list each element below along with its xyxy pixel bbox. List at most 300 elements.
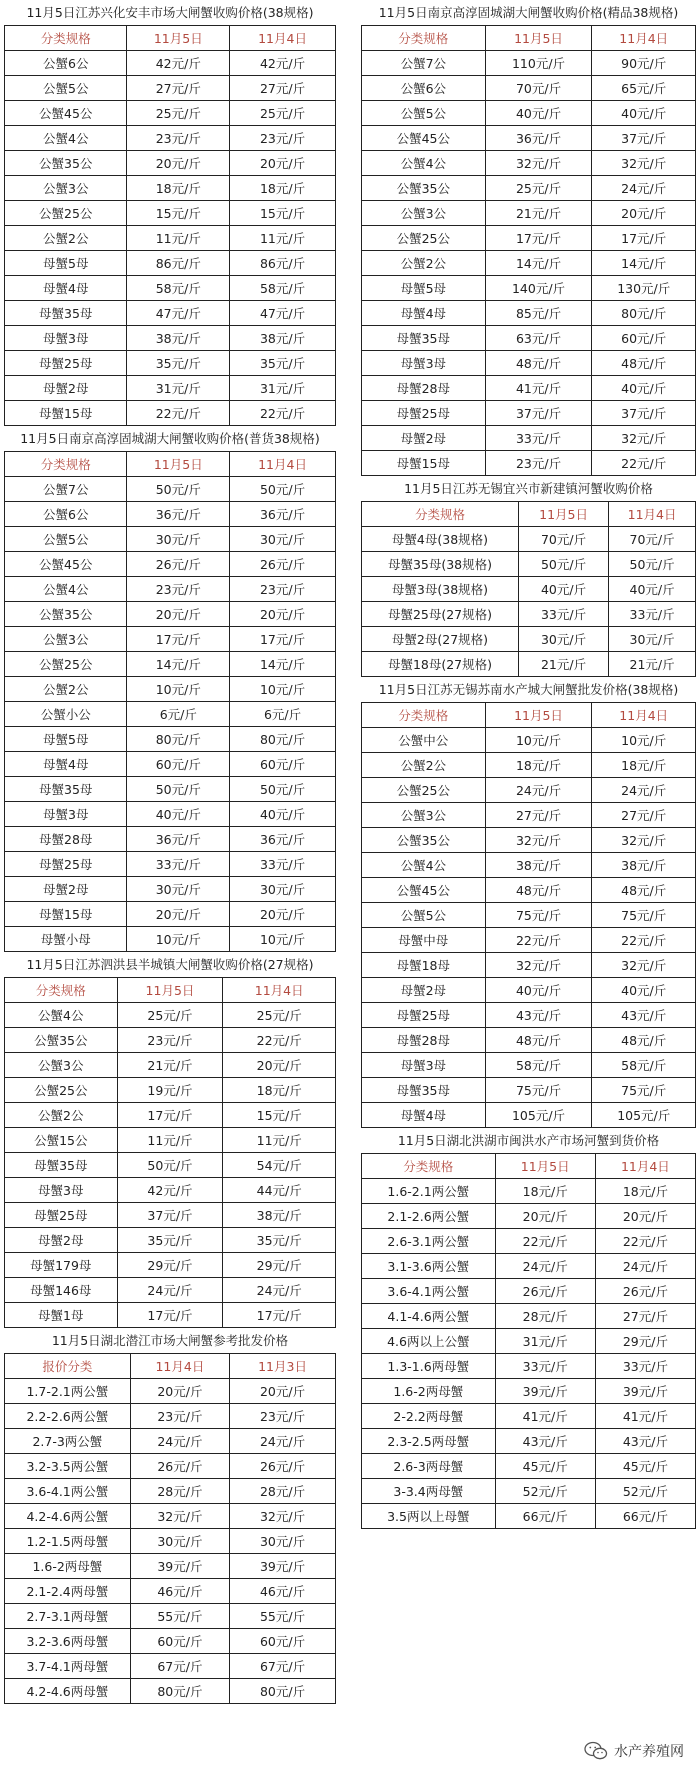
price-cell: 33元/斤 [518, 602, 608, 627]
price-cell: 10元/斤 [485, 728, 592, 753]
price-cell: 130元/斤 [592, 276, 696, 301]
price-section [4, 0, 336, 426]
table-row [362, 602, 696, 627]
spec-cell: 母蟹3母(38规格) [362, 577, 519, 602]
spec-cell: 公蟹35公 [5, 151, 127, 176]
price-cell: 24元/斤 [230, 1429, 336, 1454]
price-cell: 10元/斤 [127, 677, 230, 702]
spec-cell: 2.1-2.4两母蟹 [5, 1579, 131, 1604]
table-header-row [5, 1354, 336, 1379]
spec-cell: 4.6两以上公蟹 [362, 1329, 496, 1354]
spec-cell: 公蟹2公 [5, 1103, 118, 1128]
price-cell: 35元/斤 [117, 1228, 223, 1253]
spec-cell: 母蟹15母 [362, 451, 486, 476]
price-cell: 86元/斤 [230, 251, 336, 276]
price-cell: 33元/斤 [495, 1354, 595, 1379]
spec-cell: 公蟹3公 [362, 201, 486, 226]
price-cell: 32元/斤 [230, 1504, 336, 1529]
table-row [5, 1228, 336, 1253]
table-row [362, 903, 696, 928]
table-row [362, 1254, 696, 1279]
price-cell: 58元/斤 [127, 276, 230, 301]
table-row [5, 1454, 336, 1479]
table-row [362, 376, 696, 401]
spec-cell: 母蟹28母 [362, 1028, 486, 1053]
spec-cell: 母蟹35母 [5, 301, 127, 326]
price-cell: 32元/斤 [592, 828, 696, 853]
price-cell: 30元/斤 [127, 527, 230, 552]
price-cell: 28元/斤 [130, 1479, 229, 1504]
spec-cell: 母蟹中母 [362, 928, 486, 953]
price-cell: 30元/斤 [609, 627, 696, 652]
price-cell: 29元/斤 [223, 1253, 336, 1278]
price-cell: 50元/斤 [127, 477, 230, 502]
price-cell: 48元/斤 [485, 351, 592, 376]
spec-cell: 公蟹25公 [362, 778, 486, 803]
column-header: 11月5日 [495, 1154, 595, 1179]
column-header: 11月5日 [117, 978, 223, 1003]
price-cell: 80元/斤 [592, 301, 696, 326]
column-header: 分类规格 [362, 703, 486, 728]
spec-cell: 1.2-1.5两母蟹 [5, 1529, 131, 1554]
column-header: 11月4日 [130, 1354, 229, 1379]
table-header-row [5, 978, 336, 1003]
price-cell: 27元/斤 [595, 1304, 695, 1329]
table-row [362, 1404, 696, 1429]
table-row [5, 1579, 336, 1604]
spec-cell: 公蟹3公 [5, 627, 127, 652]
price-cell: 140元/斤 [485, 276, 592, 301]
price-cell: 10元/斤 [592, 728, 696, 753]
price-cell: 31元/斤 [495, 1329, 595, 1354]
price-cell: 20元/斤 [592, 201, 696, 226]
column-header: 11月4日 [592, 703, 696, 728]
price-cell: 43元/斤 [485, 1003, 592, 1028]
price-cell: 11元/斤 [117, 1128, 223, 1153]
spec-cell: 母蟹18母 [362, 953, 486, 978]
spec-cell: 母蟹25母 [5, 351, 127, 376]
spec-cell: 公蟹3公 [362, 803, 486, 828]
table-row [5, 777, 336, 802]
table-row [362, 1229, 696, 1254]
spec-cell: 1.6-2.1两公蟹 [362, 1179, 496, 1204]
price-cell: 48元/斤 [592, 878, 696, 903]
price-cell: 11元/斤 [127, 226, 230, 251]
price-cell: 39元/斤 [595, 1379, 695, 1404]
spec-cell: 2.1-2.6两公蟹 [362, 1204, 496, 1229]
spec-cell: 母蟹5母 [5, 727, 127, 752]
spec-cell: 母蟹25母 [362, 401, 486, 426]
table-row [362, 1103, 696, 1128]
price-cell: 32元/斤 [592, 151, 696, 176]
price-cell: 30元/斤 [230, 877, 336, 902]
table-row [362, 51, 696, 76]
price-cell: 22元/斤 [127, 401, 230, 426]
price-cell: 20元/斤 [230, 602, 336, 627]
price-cell: 40元/斤 [127, 802, 230, 827]
spec-cell: 1.7-2.1两公蟹 [5, 1379, 131, 1404]
price-cell: 23元/斤 [230, 577, 336, 602]
price-cell: 27元/斤 [592, 803, 696, 828]
spec-cell: 2-2.2两母蟹 [362, 1404, 496, 1429]
spec-cell: 公蟹4公 [5, 1003, 118, 1028]
price-cell: 23元/斤 [127, 577, 230, 602]
price-cell: 21元/斤 [609, 652, 696, 677]
table-row [362, 978, 696, 1003]
price-cell: 40元/斤 [230, 802, 336, 827]
spec-cell: 公蟹4公 [5, 126, 127, 151]
spec-cell: 公蟹25公 [362, 226, 486, 251]
price-cell: 31元/斤 [230, 376, 336, 401]
price-cell: 75元/斤 [485, 903, 592, 928]
left-column [4, 0, 336, 1704]
table-row [5, 527, 336, 552]
section-title: 11月5日湖北洪湖市闽洪水产市场河蟹到货价格 [397, 1133, 660, 1148]
price-cell: 44元/斤 [223, 1178, 336, 1203]
spec-cell: 母蟹2母 [362, 426, 486, 451]
table-row [5, 477, 336, 502]
table-row [5, 677, 336, 702]
spec-cell: 2.3-2.5两母蟹 [362, 1429, 496, 1454]
price-cell: 6元/斤 [230, 702, 336, 727]
table-row [5, 1103, 336, 1128]
spec-cell: 公蟹4公 [362, 853, 486, 878]
price-cell: 43元/斤 [595, 1429, 695, 1454]
price-cell: 85元/斤 [485, 301, 592, 326]
price-cell: 36元/斤 [230, 827, 336, 852]
price-cell: 30元/斤 [127, 877, 230, 902]
table-row [362, 1454, 696, 1479]
price-cell: 75元/斤 [485, 1078, 592, 1103]
spec-cell: 公蟹5公 [362, 101, 486, 126]
spec-cell: 母蟹179母 [5, 1253, 118, 1278]
spec-cell: 母蟹2母(27规格) [362, 627, 519, 652]
price-cell: 33元/斤 [230, 852, 336, 877]
price-cell: 66元/斤 [595, 1504, 695, 1529]
spec-cell: 3.5两以上母蟹 [362, 1504, 496, 1529]
price-cell: 40元/斤 [518, 577, 608, 602]
spec-cell: 公蟹5公 [5, 527, 127, 552]
column-header: 分类规格 [5, 978, 118, 1003]
table-row [5, 852, 336, 877]
spec-cell: 公蟹35公 [362, 828, 486, 853]
price-cell: 26元/斤 [230, 1454, 336, 1479]
price-section [361, 476, 696, 677]
table-row [362, 753, 696, 778]
spec-cell: 母蟹3母 [5, 326, 127, 351]
price-cell: 67元/斤 [130, 1654, 229, 1679]
spec-cell: 公蟹35公 [362, 176, 486, 201]
price-cell: 60元/斤 [127, 752, 230, 777]
price-cell: 58元/斤 [230, 276, 336, 301]
price-cell: 33元/斤 [127, 852, 230, 877]
price-cell: 23元/斤 [127, 126, 230, 151]
price-cell: 50元/斤 [117, 1153, 223, 1178]
price-cell: 6元/斤 [127, 702, 230, 727]
price-table [361, 1153, 696, 1529]
price-cell: 46元/斤 [230, 1579, 336, 1604]
price-cell: 20元/斤 [130, 1379, 229, 1404]
table-row [5, 1404, 336, 1429]
table-row [5, 752, 336, 777]
spec-cell: 公蟹7公 [5, 477, 127, 502]
table-row [5, 1078, 336, 1103]
table-row [5, 1654, 336, 1679]
table-row [5, 602, 336, 627]
table-row [5, 151, 336, 176]
price-cell: 37元/斤 [117, 1203, 223, 1228]
table-row [362, 151, 696, 176]
price-cell: 17元/斤 [117, 1303, 223, 1328]
spec-cell: 3.6-4.1两公蟹 [5, 1479, 131, 1504]
spec-cell: 公蟹2公 [362, 251, 486, 276]
spec-cell: 2.6-3两母蟹 [362, 1454, 496, 1479]
price-cell: 22元/斤 [592, 451, 696, 476]
table-row [362, 276, 696, 301]
spec-cell: 母蟹2母 [362, 978, 486, 1003]
table-row [5, 1028, 336, 1053]
spec-cell: 2.6-3.1两公蟹 [362, 1229, 496, 1254]
price-cell: 105元/斤 [592, 1103, 696, 1128]
price-cell: 24元/斤 [485, 778, 592, 803]
spec-cell: 公蟹45公 [362, 878, 486, 903]
price-cell: 14元/斤 [230, 652, 336, 677]
price-cell: 70元/斤 [609, 527, 696, 552]
price-cell: 11元/斤 [230, 226, 336, 251]
spec-cell: 母蟹35母 [5, 777, 127, 802]
price-cell: 75元/斤 [592, 903, 696, 928]
spec-cell: 公蟹小公 [5, 702, 127, 727]
table-row [362, 351, 696, 376]
section-title: 11月5日南京高淳固城湖大闸蟹收购价格(普货38规格) [20, 431, 320, 446]
price-cell: 60元/斤 [130, 1629, 229, 1654]
price-cell: 23元/斤 [130, 1404, 229, 1429]
spec-cell: 2.7-3.1两母蟹 [5, 1604, 131, 1629]
price-cell: 28元/斤 [495, 1304, 595, 1329]
price-cell: 48元/斤 [592, 1028, 696, 1053]
table-row [362, 577, 696, 602]
table-row [5, 76, 336, 101]
price-cell: 22元/斤 [223, 1028, 336, 1053]
price-cell: 32元/斤 [592, 953, 696, 978]
spec-cell: 公蟹4公 [5, 577, 127, 602]
table-row [362, 1053, 696, 1078]
spec-cell: 公蟹5公 [5, 76, 127, 101]
price-cell: 60元/斤 [230, 752, 336, 777]
spec-cell: 母蟹2母 [5, 376, 127, 401]
price-cell: 22元/斤 [230, 401, 336, 426]
spec-cell: 母蟹25母(27规格) [362, 602, 519, 627]
price-cell: 75元/斤 [592, 1078, 696, 1103]
table-row [362, 251, 696, 276]
spec-cell: 母蟹146母 [5, 1278, 118, 1303]
spec-cell: 公蟹中公 [362, 728, 486, 753]
price-cell: 42元/斤 [117, 1178, 223, 1203]
table-row [5, 1003, 336, 1028]
price-cell: 54元/斤 [223, 1153, 336, 1178]
price-cell: 15元/斤 [223, 1103, 336, 1128]
price-table [361, 702, 696, 1128]
price-cell: 27元/斤 [485, 803, 592, 828]
spec-cell: 母蟹25母 [362, 1003, 486, 1028]
price-cell: 52元/斤 [495, 1479, 595, 1504]
price-cell: 43元/斤 [592, 1003, 696, 1028]
price-cell: 26元/斤 [230, 552, 336, 577]
column-header: 分类规格 [5, 452, 127, 477]
table-row [362, 126, 696, 151]
table-row [5, 902, 336, 927]
spec-cell: 公蟹25公 [5, 652, 127, 677]
price-cell: 15元/斤 [127, 201, 230, 226]
spec-cell: 4.2-4.6两公蟹 [5, 1504, 131, 1529]
table-row [362, 1028, 696, 1053]
spec-cell: 母蟹2母 [5, 1228, 118, 1253]
table-row [5, 401, 336, 426]
table-row [5, 802, 336, 827]
table-row [5, 51, 336, 76]
price-cell: 42元/斤 [230, 51, 336, 76]
watermark-text: 水产养殖网 [614, 1744, 684, 1760]
table-row [5, 1504, 336, 1529]
price-cell: 24元/斤 [592, 176, 696, 201]
price-cell: 24元/斤 [223, 1278, 336, 1303]
price-cell: 48元/斤 [485, 1028, 592, 1053]
price-cell: 63元/斤 [485, 326, 592, 351]
price-cell: 36元/斤 [127, 502, 230, 527]
table-row [5, 827, 336, 852]
spec-cell: 3.6-4.1两公蟹 [362, 1279, 496, 1304]
spec-cell: 3-3.4两母蟹 [362, 1479, 496, 1504]
table-row [362, 101, 696, 126]
price-cell: 23元/斤 [230, 126, 336, 151]
price-cell: 40元/斤 [609, 577, 696, 602]
spec-cell: 母蟹4母 [362, 301, 486, 326]
spec-cell: 公蟹3公 [5, 176, 127, 201]
price-cell: 20元/斤 [230, 1379, 336, 1404]
table-row [362, 728, 696, 753]
price-cell: 33元/斤 [609, 602, 696, 627]
table-row [5, 1379, 336, 1404]
price-cell: 24元/斤 [592, 778, 696, 803]
table-row [362, 552, 696, 577]
spec-cell: 母蟹1母 [5, 1303, 118, 1328]
table-row [362, 778, 696, 803]
spec-cell: 母蟹35母 [362, 326, 486, 351]
table-row [5, 1278, 336, 1303]
price-cell: 41元/斤 [595, 1404, 695, 1429]
price-cell: 20元/斤 [127, 902, 230, 927]
table-row [362, 627, 696, 652]
price-cell: 18元/斤 [485, 753, 592, 778]
spec-cell: 公蟹2公 [362, 753, 486, 778]
spec-cell: 3.2-3.5两公蟹 [5, 1454, 131, 1479]
price-cell: 27元/斤 [230, 76, 336, 101]
spec-cell: 母蟹28母 [5, 827, 127, 852]
table-row [5, 126, 336, 151]
price-cell: 29元/斤 [595, 1329, 695, 1354]
price-cell: 23元/斤 [485, 451, 592, 476]
spec-cell: 公蟹2公 [5, 226, 127, 251]
table-row [362, 76, 696, 101]
price-cell: 80元/斤 [230, 727, 336, 752]
table-row [5, 301, 336, 326]
spec-cell: 母蟹25母 [5, 1203, 118, 1228]
column-header: 分类规格 [5, 26, 127, 51]
table-row [5, 1128, 336, 1153]
price-cell: 35元/斤 [127, 351, 230, 376]
spec-cell: 母蟹4母 [362, 1103, 486, 1128]
table-row [362, 326, 696, 351]
table-row [5, 627, 336, 652]
price-cell: 32元/斤 [592, 426, 696, 451]
price-cell: 30元/斤 [130, 1529, 229, 1554]
table-row [5, 326, 336, 351]
table-row [362, 176, 696, 201]
column-header: 11月4日 [609, 502, 696, 527]
price-cell: 20元/斤 [595, 1204, 695, 1229]
table-header-row [362, 703, 696, 728]
price-cell: 22元/斤 [592, 928, 696, 953]
price-cell: 36元/斤 [230, 502, 336, 527]
price-cell: 26元/斤 [127, 552, 230, 577]
table-row [362, 652, 696, 677]
price-cell: 50元/斤 [127, 777, 230, 802]
price-cell: 47元/斤 [127, 301, 230, 326]
price-cell: 46元/斤 [130, 1579, 229, 1604]
price-cell: 80元/斤 [230, 1679, 336, 1704]
price-cell: 14元/斤 [592, 251, 696, 276]
section-title: 11月5日江苏兴化安丰市场大闸蟹收购价格(38规格) [26, 5, 314, 20]
watermark [584, 1741, 684, 1761]
section-title: 11月5日江苏无锡宜兴市新建镇河蟹收购价格 [404, 481, 653, 496]
price-section [361, 1128, 696, 1529]
price-cell: 23元/斤 [117, 1028, 223, 1053]
price-cell: 20元/斤 [230, 151, 336, 176]
table-row [362, 928, 696, 953]
price-section [4, 426, 336, 952]
price-cell: 66元/斤 [495, 1504, 595, 1529]
price-table [4, 451, 336, 952]
price-cell: 22元/斤 [485, 928, 592, 953]
price-cell: 18元/斤 [230, 176, 336, 201]
price-cell: 58元/斤 [592, 1053, 696, 1078]
price-cell: 17元/斤 [230, 627, 336, 652]
table-row [5, 1178, 336, 1203]
price-cell: 26元/斤 [595, 1279, 695, 1304]
price-cell: 25元/斤 [127, 101, 230, 126]
price-cell: 55元/斤 [130, 1604, 229, 1629]
spec-cell: 公蟹6公 [362, 76, 486, 101]
table-row [5, 877, 336, 902]
spec-cell: 母蟹4母(38规格) [362, 527, 519, 552]
table-row [5, 577, 336, 602]
spec-cell: 母蟹3母 [362, 1053, 486, 1078]
table-row [362, 1354, 696, 1379]
table-row [5, 176, 336, 201]
table-row [362, 1329, 696, 1354]
price-cell: 45元/斤 [495, 1454, 595, 1479]
price-cell: 38元/斤 [592, 853, 696, 878]
price-table [361, 25, 696, 476]
price-cell: 30元/斤 [230, 527, 336, 552]
price-cell: 42元/斤 [127, 51, 230, 76]
price-cell: 22元/斤 [495, 1229, 595, 1254]
price-cell: 36元/斤 [485, 126, 592, 151]
table-row [362, 1279, 696, 1304]
table-row [362, 803, 696, 828]
spec-cell: 4.2-4.6两母蟹 [5, 1679, 131, 1704]
table-header-row [362, 502, 696, 527]
